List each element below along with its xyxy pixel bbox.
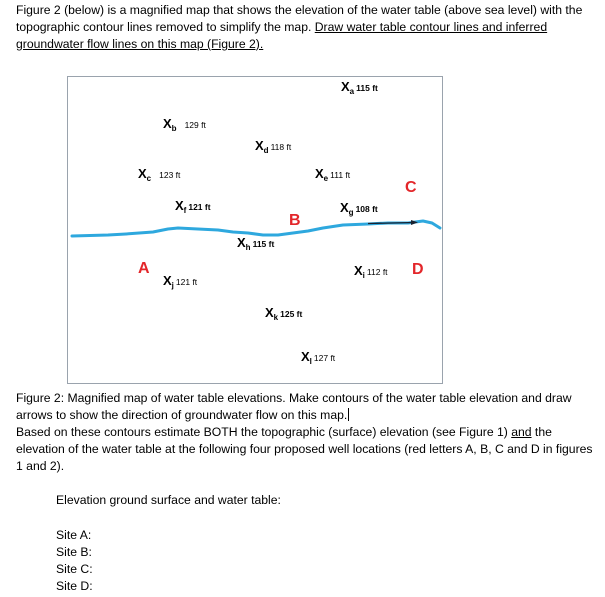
intro-text: Figure 2 (below) is a magnified map that shows the elevation of the water table (above sea level) with the topographic contour lines removed to simplify the map. <box>16 3 583 34</box>
point-l: $X_l$ 127 ft <box>301 349 336 366</box>
intro-instruction: Draw water table contour lines and inferred groundwater flow lines on this map (Figure 2). <box>16 20 548 51</box>
site-label-b: B <box>289 212 301 229</box>
map-drawing <box>68 77 442 383</box>
point-h: $X_h$ 115 ft <box>237 235 275 252</box>
point-j: $X_j$ 121 ft <box>163 273 198 290</box>
site-d-row: Site D: <box>56 579 93 593</box>
site-label-d: D <box>412 261 424 278</box>
site-b-row: Site B: <box>56 545 92 559</box>
caption-line-2-end: the elevation of the water table at the following four proposed well locations (red letters A, B, C and D in figures 1 and 2). <box>16 425 593 473</box>
caption-line-1: Figure 2: Magnified map of water table elevations. Make contours of the water table elevation and draw arrows to show the direction of groundwater flow on this map. <box>16 391 572 422</box>
elevation-heading: Elevation ground surface and water table: <box>56 493 281 507</box>
point-b: $X_b$ 129 ft <box>163 116 206 133</box>
point-d: $X_d$ 118 ft <box>255 138 292 155</box>
point-a: $X_a$ 115 ft <box>341 79 378 96</box>
site-c-row: Site C: <box>56 562 93 576</box>
point-g: $X_g$ 108 ft <box>340 200 378 217</box>
point-f: $X_f$ 121 ft <box>175 198 211 215</box>
intro-paragraph <box>16 2 596 53</box>
caption-line-2: Based on these contours estimate BOTH the topographic (surface) elevation (see Figure 1) <box>16 425 512 439</box>
site-a-row: Site A: <box>56 528 92 542</box>
site-label-c: C <box>405 179 417 196</box>
caption-paragraph <box>16 390 596 475</box>
caption-and: and <box>511 425 532 439</box>
site-label-a: A <box>138 260 150 277</box>
text-cursor <box>348 408 349 421</box>
point-i: $X_i$ 112 ft <box>354 263 388 280</box>
water-table-map <box>67 76 443 384</box>
point-e: $X_e$ 111 ft <box>315 166 351 183</box>
point-k: $X_k$ 125 ft <box>265 305 303 322</box>
point-c: $X_c$ 123 ft <box>138 166 181 183</box>
